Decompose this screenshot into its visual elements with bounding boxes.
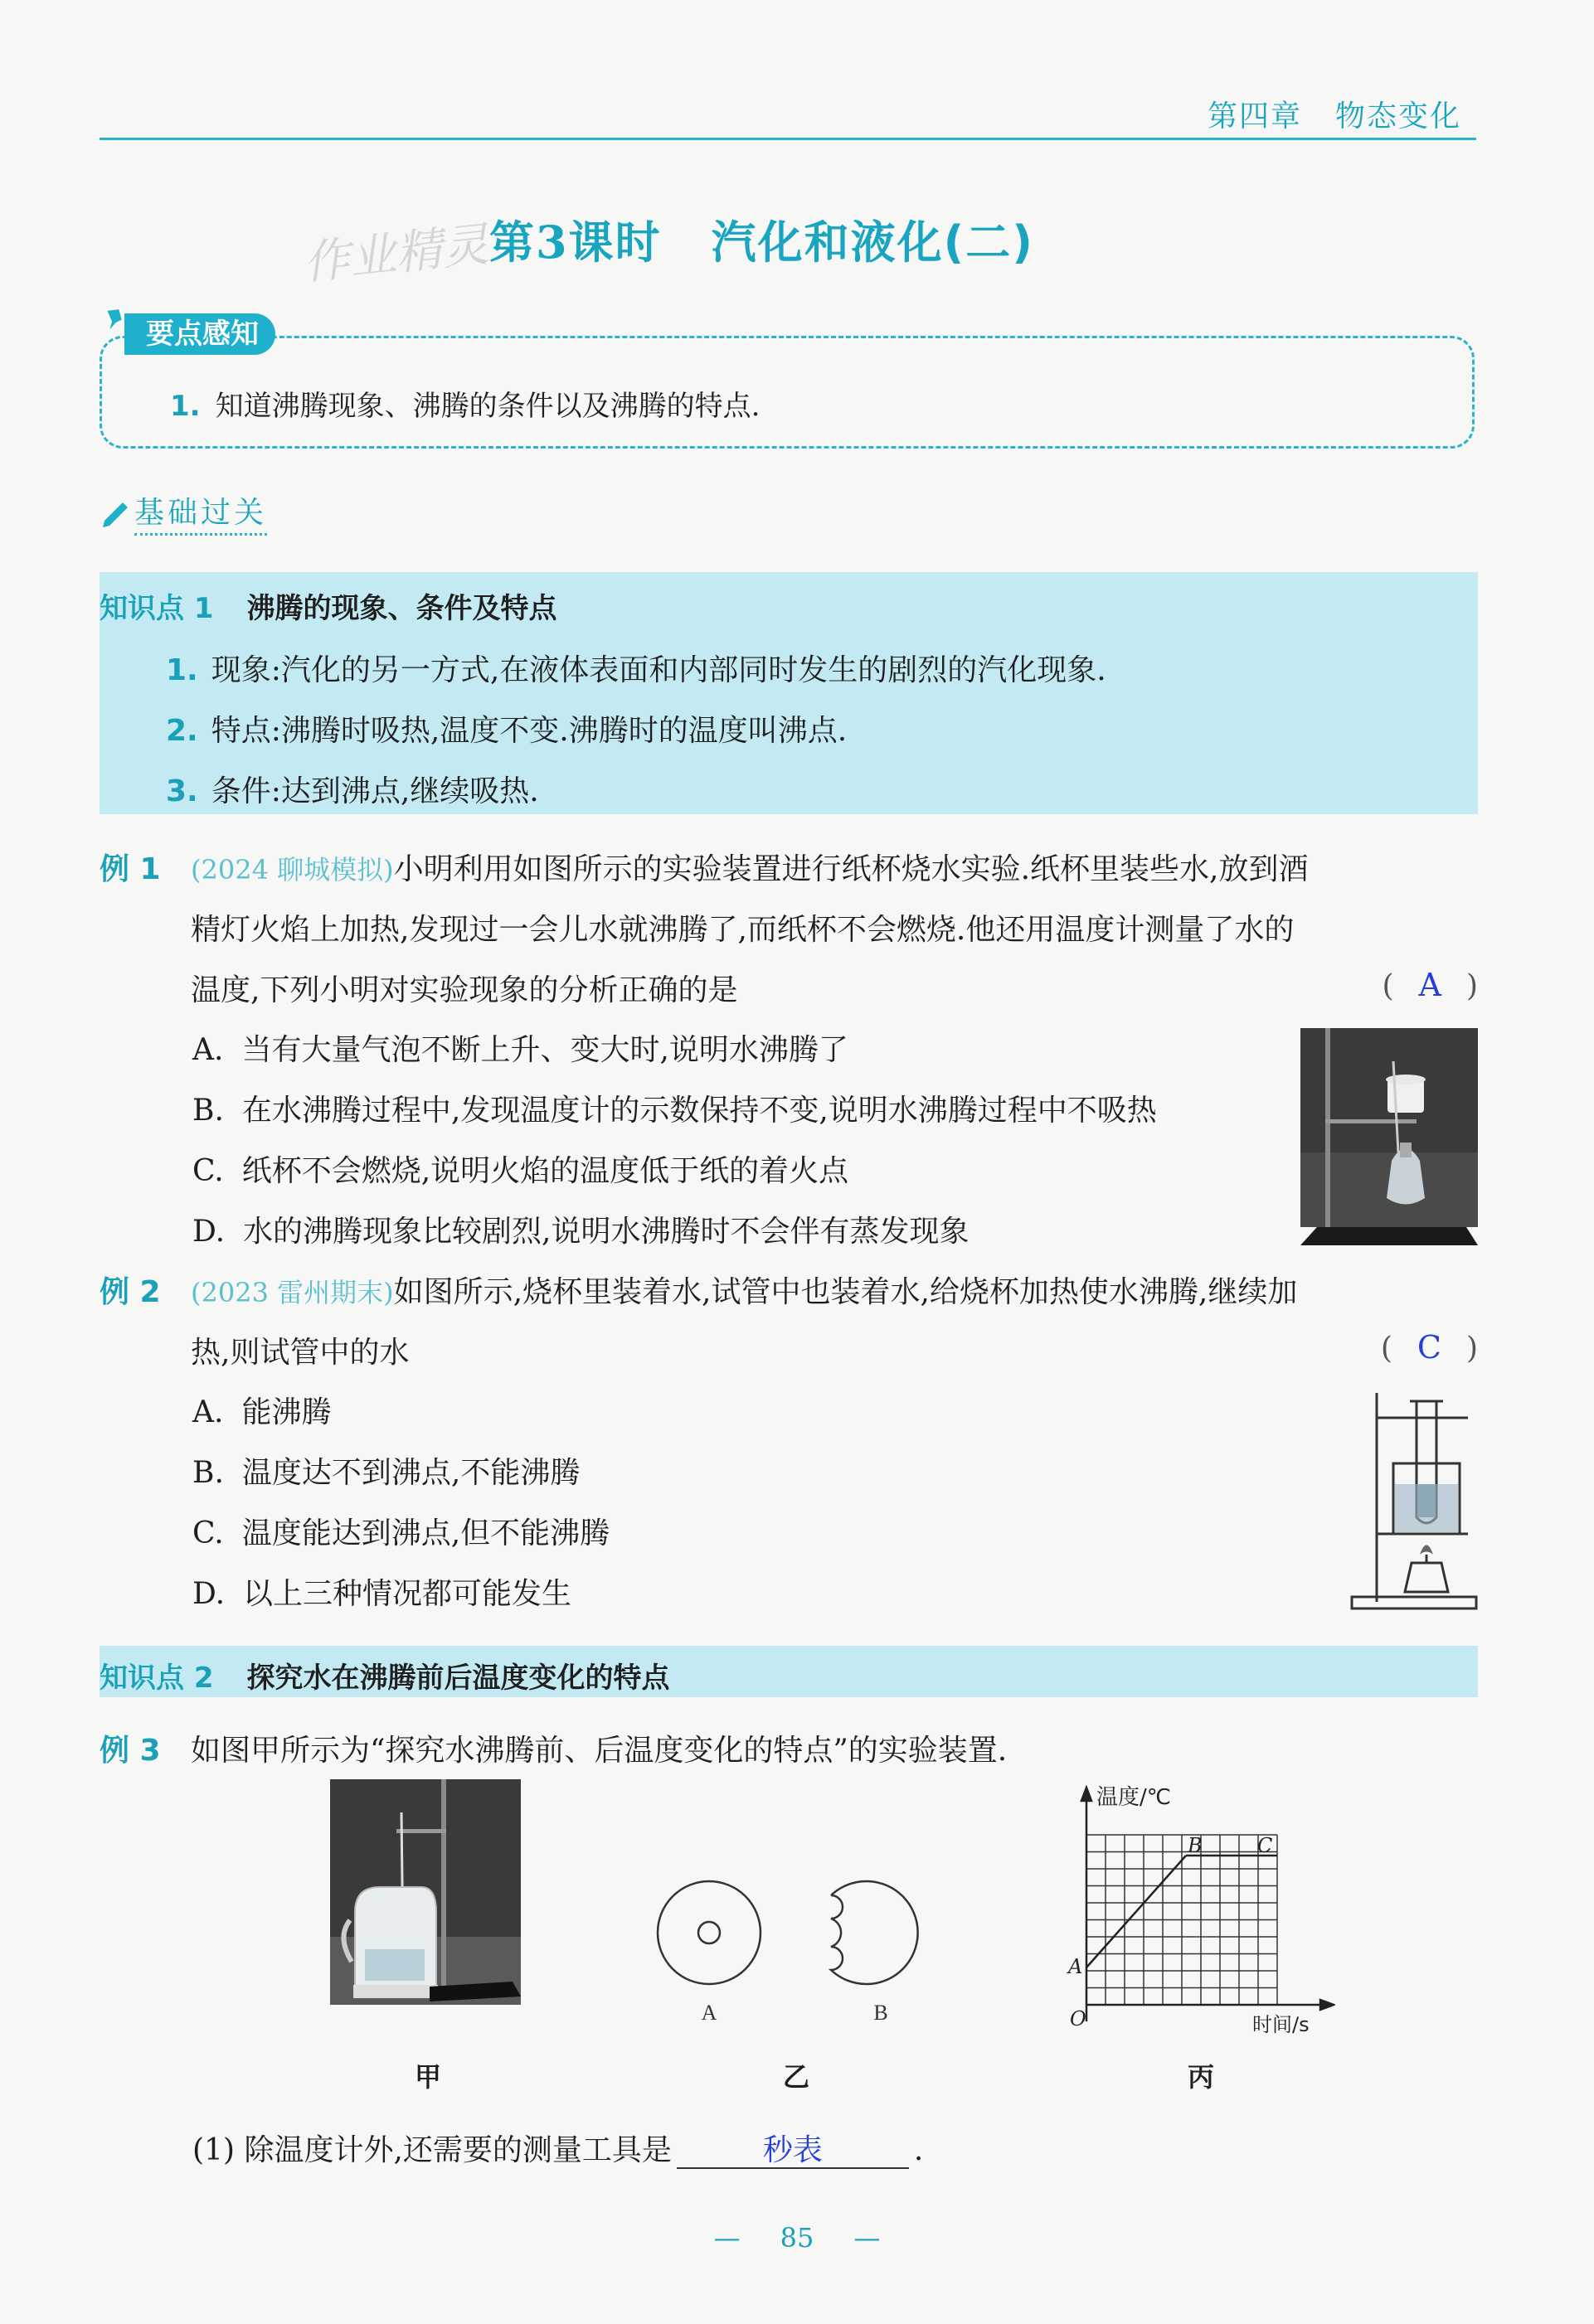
question-1: (1) 除温度计外,还需要的测量工具是 秒表 . bbox=[192, 2133, 924, 2167]
graph-point-b-label: B bbox=[1188, 1834, 1203, 1857]
example-1-option: D. 水的沸腾现象比较剧烈,说明水沸腾时不会伴有蒸发现象 bbox=[192, 1215, 970, 1249]
example-2-label: 例 2 bbox=[100, 1275, 161, 1309]
knowledge-item: 2. 特点:沸腾时吸热,温度不变.沸腾时的温度叫沸点. bbox=[166, 714, 848, 748]
cover-a-label: A bbox=[701, 2001, 717, 2025]
watermark: 作业精灵 bbox=[300, 217, 492, 291]
example-1-option: B. 在水沸腾过程中,发现温度计的示数保持不变,说明水沸腾过程中不吸热 bbox=[192, 1094, 1157, 1128]
figure-bing-caption: 丙 bbox=[1188, 2061, 1215, 2093]
example-1-option: C. 纸杯不会燃烧,说明火焰的温度低于纸的着火点 bbox=[192, 1154, 849, 1188]
lesson-title: 第3课时 汽化和液化(二) bbox=[489, 216, 1034, 269]
graph-point-c-label: C bbox=[1257, 1834, 1273, 1857]
graph-origin-label: O bbox=[1070, 2007, 1086, 2030]
example-1-line: 精灯火焰上加热,发现过一会儿水就沸腾了,而纸杯不会燃烧.他还用温度计测量了水的 bbox=[191, 913, 1295, 947]
example-1-label: 例 1 bbox=[100, 852, 161, 886]
example-1-source: (2024 聊城模拟) bbox=[191, 854, 394, 885]
chapter-header bbox=[1208, 93, 1461, 135]
example-2-option: C. 温度能达到沸点,但不能沸腾 bbox=[192, 1516, 610, 1550]
example-1-line: 温度,下列小明对实验现象的分析正确的是 bbox=[191, 973, 738, 1007]
graph-point-a-label: A bbox=[1068, 1955, 1083, 1978]
cardboard-covers-diagram bbox=[647, 1870, 937, 2028]
example-1-answer: ( A ) bbox=[1382, 967, 1478, 1003]
example-2-option: A. 能沸腾 bbox=[192, 1395, 332, 1429]
kettle-experiment-photo bbox=[330, 1779, 521, 2005]
key-points-tag: 要点感知 bbox=[124, 313, 275, 355]
question-1-answer-blank[interactable]: 秒表 bbox=[677, 2134, 909, 2169]
key-point-item: 1. 知道沸腾现象、沸腾的条件以及沸腾的特点. bbox=[170, 390, 761, 423]
graph-y-label: 温度/℃ bbox=[1096, 1785, 1171, 1810]
page-number: — 85 — bbox=[713, 2222, 881, 2254]
lesson-topic: 汽化和液化(二) bbox=[711, 216, 1034, 269]
pushpin-icon bbox=[101, 305, 131, 335]
example-2-source: (2023 雷州期末) bbox=[191, 1277, 394, 1308]
chapter-title: 物态变化 bbox=[1334, 99, 1461, 133]
header-rule bbox=[100, 138, 1476, 140]
graph-x-label: 时间/s bbox=[1252, 2013, 1310, 2036]
chapter-number: 第四章 bbox=[1207, 99, 1302, 133]
cover-b-label: B bbox=[873, 2001, 888, 2025]
example-3-label: 例 3 bbox=[100, 1734, 161, 1768]
knowledge-item: 1. 现象:汽化的另一方式,在液体表面和内部同时发生的剧烈的汽化现象. bbox=[166, 653, 1106, 687]
example-2-line: 热,则试管中的水 bbox=[191, 1336, 410, 1370]
example-2-line: (2023 雷州期末)如图所示,烧杯里装着水,试管中也装着水,给烧杯加热使水沸腾,继续加 bbox=[191, 1275, 1298, 1309]
paper-cup-experiment-photo bbox=[1300, 1028, 1478, 1245]
temperature-time-graph bbox=[1053, 1781, 1335, 2038]
figure-jia-caption: 甲 bbox=[415, 2061, 442, 2093]
knowledge-point-2-heading: 知识点 2 探究水在沸腾前后温度变化的特点 bbox=[100, 1662, 670, 1695]
beaker-test-tube-diagram bbox=[1344, 1385, 1485, 1617]
pencil-icon bbox=[100, 496, 133, 529]
knowledge-point-1-heading: 知识点 1 沸腾的现象、条件及特点 bbox=[100, 592, 557, 625]
knowledge-item: 3. 条件:达到沸点,继续吸热. bbox=[166, 774, 539, 808]
figure-yi-caption: 乙 bbox=[783, 2061, 810, 2093]
example-3-text: 如图甲所示为“探究水沸腾前、后温度变化的特点”的实验装置. bbox=[191, 1734, 1008, 1768]
example-2-answer: ( C ) bbox=[1380, 1329, 1478, 1366]
example-2-option: B. 温度达不到沸点,不能沸腾 bbox=[192, 1456, 581, 1490]
basics-heading: 基础过关 bbox=[134, 489, 267, 536]
example-1-option: A. 当有大量气泡不断上升、变大时,说明水沸腾了 bbox=[192, 1033, 848, 1067]
example-1-line: (2024 聊城模拟)小明利用如图所示的实验装置进行纸杯烧水实验.纸杯里装些水,放到酒 bbox=[191, 852, 1309, 886]
example-2-option: D. 以上三种情况都可能发生 bbox=[192, 1577, 572, 1611]
